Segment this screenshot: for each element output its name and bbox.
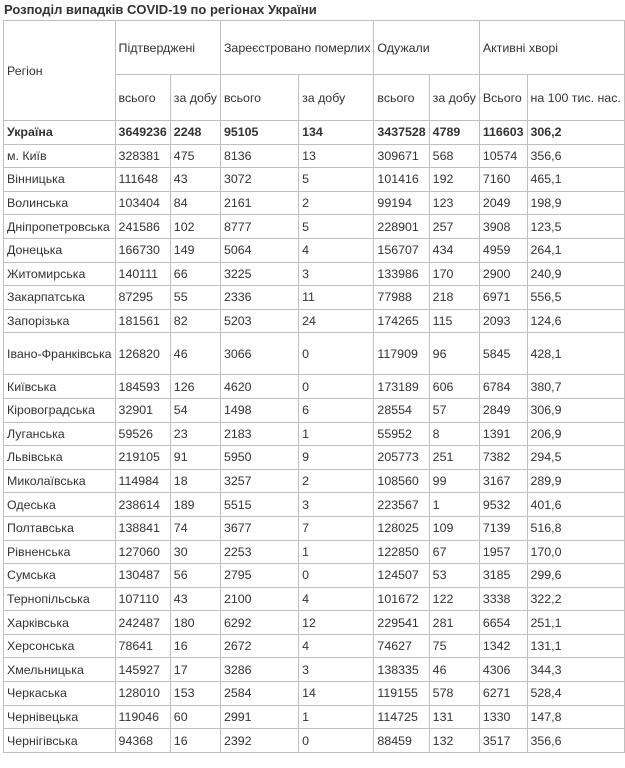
value-cell: 5950	[220, 446, 298, 470]
value-cell: 3908	[479, 215, 527, 239]
region-cell: Одеська	[4, 493, 116, 517]
value-cell: 206,9	[527, 422, 624, 446]
value-cell: 568	[429, 144, 479, 168]
region-cell: Вінницька	[4, 168, 116, 192]
table-row	[4, 398, 625, 422]
value-cell: 149	[170, 238, 220, 262]
value-cell: 6	[299, 398, 374, 422]
value-cell: 264,1	[527, 238, 624, 262]
value-cell: 114984	[115, 469, 170, 493]
value-cell: 123	[429, 191, 479, 215]
table-row	[4, 611, 625, 635]
value-cell: 13	[299, 144, 374, 168]
table-body	[4, 121, 625, 753]
value-cell: 6784	[479, 375, 527, 399]
value-cell: 32901	[115, 398, 170, 422]
value-cell: 124,6	[527, 309, 624, 333]
value-cell: 344,3	[527, 658, 624, 682]
table-row	[4, 658, 625, 682]
value-cell: 10574	[479, 144, 527, 168]
value-cell: 189	[170, 493, 220, 517]
region-cell: Хмельницька	[4, 658, 116, 682]
value-cell: 5845	[479, 333, 527, 375]
region-cell: Київська	[4, 375, 116, 399]
value-cell: 205773	[374, 446, 429, 470]
value-cell: 132	[429, 729, 479, 753]
value-cell: 11	[299, 286, 374, 310]
value-cell: 24	[299, 309, 374, 333]
value-cell: 5	[299, 168, 374, 192]
header-deaths: Зареєстровано померлих	[220, 21, 373, 75]
value-cell: 4	[299, 587, 374, 611]
value-cell: 2093	[479, 309, 527, 333]
value-cell: 8	[429, 422, 479, 446]
value-cell: 556,5	[527, 286, 624, 310]
value-cell: 57	[429, 398, 479, 422]
header-confirmed: Підтверджені	[115, 21, 220, 75]
value-cell: 91	[170, 446, 220, 470]
value-cell: 9	[299, 446, 374, 470]
value-cell: 219105	[115, 446, 170, 470]
value-cell: 147,8	[527, 705, 624, 729]
subheader-deaths-per-day: за добу	[299, 75, 374, 121]
value-cell: 56	[170, 564, 220, 588]
value-cell: 3677	[220, 516, 298, 540]
value-cell: 138841	[115, 516, 170, 540]
value-cell: 126	[170, 375, 220, 399]
value-cell: 0	[299, 564, 374, 588]
value-cell: 77988	[374, 286, 429, 310]
value-cell: 1	[299, 540, 374, 564]
value-cell: 123,5	[527, 215, 624, 239]
value-cell: 46	[429, 658, 479, 682]
value-cell: 133986	[374, 262, 429, 286]
value-cell: 528,4	[527, 682, 624, 706]
subheader-recovered-per-day: за добу	[429, 75, 479, 121]
value-cell: 99	[429, 469, 479, 493]
table-row	[4, 191, 625, 215]
value-cell: 380,7	[527, 375, 624, 399]
value-cell: 96	[429, 333, 479, 375]
table-row	[4, 729, 625, 753]
value-cell: 156707	[374, 238, 429, 262]
value-cell: 606	[429, 375, 479, 399]
value-cell: 170,0	[527, 540, 624, 564]
table-row	[4, 309, 625, 333]
value-cell: 128025	[374, 516, 429, 540]
value-cell: 99194	[374, 191, 429, 215]
header-region: Регіон	[4, 21, 116, 121]
value-cell: 289,9	[527, 469, 624, 493]
value-cell: 3225	[220, 262, 298, 286]
value-cell: 7	[299, 516, 374, 540]
value-cell: 2584	[220, 682, 298, 706]
value-cell: 3167	[479, 469, 527, 493]
value-cell: 3649236	[115, 121, 170, 145]
value-cell: 84	[170, 191, 220, 215]
subheader-deaths-total: всього	[220, 75, 298, 121]
value-cell: 0	[299, 375, 374, 399]
table-row	[4, 262, 625, 286]
value-cell: 3	[299, 493, 374, 517]
value-cell: 4	[299, 238, 374, 262]
value-cell: 74	[170, 516, 220, 540]
value-cell: 138335	[374, 658, 429, 682]
value-cell: 130487	[115, 564, 170, 588]
value-cell: 122	[429, 587, 479, 611]
value-cell: 28554	[374, 398, 429, 422]
value-cell: 299,6	[527, 564, 624, 588]
value-cell: 2253	[220, 540, 298, 564]
region-cell: Херсонська	[4, 634, 116, 658]
value-cell: 6292	[220, 611, 298, 635]
value-cell: 578	[429, 682, 479, 706]
value-cell: 2161	[220, 191, 298, 215]
subheader-active-total: Всього	[479, 75, 527, 121]
table-row	[4, 215, 625, 239]
value-cell: 101672	[374, 587, 429, 611]
value-cell: 184593	[115, 375, 170, 399]
value-cell: 9532	[479, 493, 527, 517]
value-cell: 306,2	[527, 121, 624, 145]
region-cell: Харківська	[4, 611, 116, 635]
value-cell: 122850	[374, 540, 429, 564]
region-cell: Донецька	[4, 238, 116, 262]
region-cell: Луганська	[4, 422, 116, 446]
value-cell: 124507	[374, 564, 429, 588]
table-row	[4, 705, 625, 729]
value-cell: 4306	[479, 658, 527, 682]
value-cell: 4789	[429, 121, 479, 145]
value-cell: 55952	[374, 422, 429, 446]
subheader-confirmed-per-day: за добу	[170, 75, 220, 121]
value-cell: 53	[429, 564, 479, 588]
region-cell: м. Київ	[4, 144, 116, 168]
table-row	[4, 446, 625, 470]
region-cell: Кіровоградська	[4, 398, 116, 422]
value-cell: 4620	[220, 375, 298, 399]
value-cell: 114725	[374, 705, 429, 729]
value-cell: 257	[429, 215, 479, 239]
value-cell: 1	[299, 422, 374, 446]
value-cell: 5064	[220, 238, 298, 262]
value-cell: 6271	[479, 682, 527, 706]
value-cell: 4959	[479, 238, 527, 262]
value-cell: 134	[299, 121, 374, 145]
value-cell: 117909	[374, 333, 429, 375]
value-cell: 101416	[374, 168, 429, 192]
value-cell: 328381	[115, 144, 170, 168]
value-cell: 2049	[479, 191, 527, 215]
value-cell: 3257	[220, 469, 298, 493]
table-row	[4, 121, 625, 145]
value-cell: 119155	[374, 682, 429, 706]
value-cell: 173189	[374, 375, 429, 399]
value-cell: 8777	[220, 215, 298, 239]
value-cell: 242487	[115, 611, 170, 635]
value-cell: 94368	[115, 729, 170, 753]
value-cell: 153	[170, 682, 220, 706]
value-cell: 102	[170, 215, 220, 239]
value-cell: 1391	[479, 422, 527, 446]
value-cell: 107110	[115, 587, 170, 611]
value-cell: 67	[429, 540, 479, 564]
value-cell: 131	[429, 705, 479, 729]
value-cell: 5203	[220, 309, 298, 333]
value-cell: 5515	[220, 493, 298, 517]
value-cell: 3185	[479, 564, 527, 588]
region-cell: Житомирська	[4, 262, 116, 286]
value-cell: 3517	[479, 729, 527, 753]
value-cell: 140111	[115, 262, 170, 286]
value-cell: 7139	[479, 516, 527, 540]
value-cell: 428,1	[527, 333, 624, 375]
table-row	[4, 564, 625, 588]
value-cell: 181561	[115, 309, 170, 333]
value-cell: 251	[429, 446, 479, 470]
value-cell: 192	[429, 168, 479, 192]
value-cell: 2	[299, 469, 374, 493]
value-cell: 174265	[374, 309, 429, 333]
region-cell: Миколаївська	[4, 469, 116, 493]
value-cell: 1	[299, 705, 374, 729]
value-cell: 3286	[220, 658, 298, 682]
page-title: Розподіл випадків COVID-19 по регіонах України	[4, 2, 317, 17]
value-cell: 2991	[220, 705, 298, 729]
value-cell: 78641	[115, 634, 170, 658]
value-cell: 23	[170, 422, 220, 446]
header-active: Активні хворі	[479, 21, 624, 75]
value-cell: 6654	[479, 611, 527, 635]
table-row	[4, 168, 625, 192]
value-cell: 3	[299, 658, 374, 682]
value-cell: 103404	[115, 191, 170, 215]
value-cell: 2248	[170, 121, 220, 145]
value-cell: 240,9	[527, 262, 624, 286]
value-cell: 475	[170, 144, 220, 168]
value-cell: 131,1	[527, 634, 624, 658]
value-cell: 2795	[220, 564, 298, 588]
covid-regions-table	[3, 20, 625, 753]
value-cell: 145927	[115, 658, 170, 682]
table-row	[4, 375, 625, 399]
region-cell: Чернігівська	[4, 729, 116, 753]
table-row	[4, 469, 625, 493]
value-cell: 88459	[374, 729, 429, 753]
value-cell: 1498	[220, 398, 298, 422]
value-cell: 18	[170, 469, 220, 493]
value-cell: 170	[429, 262, 479, 286]
value-cell: 108560	[374, 469, 429, 493]
region-cell: Полтавська	[4, 516, 116, 540]
value-cell: 306,9	[527, 398, 624, 422]
value-cell: 2900	[479, 262, 527, 286]
value-cell: 251,1	[527, 611, 624, 635]
header-recovered: Одужали	[374, 21, 479, 75]
value-cell: 128010	[115, 682, 170, 706]
value-cell: 309671	[374, 144, 429, 168]
value-cell: 218	[429, 286, 479, 310]
region-cell: Закарпатська	[4, 286, 116, 310]
region-cell: Львівська	[4, 446, 116, 470]
value-cell: 356,6	[527, 729, 624, 753]
value-cell: 12	[299, 611, 374, 635]
region-cell: Дніпропетровська	[4, 215, 116, 239]
value-cell: 1330	[479, 705, 527, 729]
table-row	[4, 144, 625, 168]
value-cell: 2336	[220, 286, 298, 310]
value-cell: 126820	[115, 333, 170, 375]
region-cell: Чернівецька	[4, 705, 116, 729]
value-cell: 14	[299, 682, 374, 706]
value-cell: 322,2	[527, 587, 624, 611]
value-cell: 74627	[374, 634, 429, 658]
table-row	[4, 587, 625, 611]
value-cell: 82	[170, 309, 220, 333]
value-cell: 109	[429, 516, 479, 540]
value-cell: 2392	[220, 729, 298, 753]
value-cell: 3	[299, 262, 374, 286]
subheader-recovered-total: всього	[374, 75, 429, 121]
value-cell: 59526	[115, 422, 170, 446]
value-cell: 16	[170, 729, 220, 753]
value-cell: 223567	[374, 493, 429, 517]
value-cell: 180	[170, 611, 220, 635]
value-cell: 434	[429, 238, 479, 262]
value-cell: 3066	[220, 333, 298, 375]
value-cell: 401,6	[527, 493, 624, 517]
value-cell: 43	[170, 168, 220, 192]
value-cell: 75	[429, 634, 479, 658]
value-cell: 66	[170, 262, 220, 286]
value-cell: 115	[429, 309, 479, 333]
region-cell: Івано-Франківська	[4, 333, 116, 375]
value-cell: 241586	[115, 215, 170, 239]
table-row	[4, 493, 625, 517]
region-cell: Черкаська	[4, 682, 116, 706]
value-cell: 281	[429, 611, 479, 635]
table-row	[4, 682, 625, 706]
table-row	[4, 516, 625, 540]
subheader-active-per-100k: на 100 тис. нас.	[527, 75, 624, 121]
value-cell: 238614	[115, 493, 170, 517]
value-cell: 43	[170, 587, 220, 611]
value-cell: 7382	[479, 446, 527, 470]
value-cell: 1957	[479, 540, 527, 564]
value-cell: 294,5	[527, 446, 624, 470]
value-cell: 17	[170, 658, 220, 682]
value-cell: 3338	[479, 587, 527, 611]
value-cell: 228901	[374, 215, 429, 239]
table-row	[4, 634, 625, 658]
value-cell: 87295	[115, 286, 170, 310]
value-cell: 16	[170, 634, 220, 658]
table-row	[4, 422, 625, 446]
value-cell: 516,8	[527, 516, 624, 540]
value-cell: 3072	[220, 168, 298, 192]
value-cell: 2672	[220, 634, 298, 658]
value-cell: 356,6	[527, 144, 624, 168]
value-cell: 0	[299, 729, 374, 753]
value-cell: 229541	[374, 611, 429, 635]
value-cell: 5	[299, 215, 374, 239]
value-cell: 60	[170, 705, 220, 729]
value-cell: 46	[170, 333, 220, 375]
region-cell: Запорізька	[4, 309, 116, 333]
table-row	[4, 286, 625, 310]
value-cell: 3437528	[374, 121, 429, 145]
value-cell: 0	[299, 333, 374, 375]
value-cell: 1342	[479, 634, 527, 658]
region-cell: Волинська	[4, 191, 116, 215]
value-cell: 2183	[220, 422, 298, 446]
table-row	[4, 333, 625, 375]
table-row	[4, 540, 625, 564]
region-cell: Тернопільська	[4, 587, 116, 611]
value-cell: 127060	[115, 540, 170, 564]
value-cell: 8136	[220, 144, 298, 168]
table-row	[4, 238, 625, 262]
value-cell: 7160	[479, 168, 527, 192]
region-cell: Рівненська	[4, 540, 116, 564]
value-cell: 95105	[220, 121, 298, 145]
region-cell: Україна	[4, 121, 116, 145]
value-cell: 116603	[479, 121, 527, 145]
value-cell: 111648	[115, 168, 170, 192]
value-cell: 30	[170, 540, 220, 564]
value-cell: 198,9	[527, 191, 624, 215]
subheader-confirmed-total: всього	[115, 75, 170, 121]
value-cell: 54	[170, 398, 220, 422]
value-cell: 2100	[220, 587, 298, 611]
value-cell: 55	[170, 286, 220, 310]
value-cell: 465,1	[527, 168, 624, 192]
region-cell: Сумська	[4, 564, 116, 588]
value-cell: 2849	[479, 398, 527, 422]
value-cell: 4	[299, 634, 374, 658]
value-cell: 2	[299, 191, 374, 215]
value-cell: 119046	[115, 705, 170, 729]
value-cell: 6971	[479, 286, 527, 310]
value-cell: 1	[429, 493, 479, 517]
value-cell: 166730	[115, 238, 170, 262]
